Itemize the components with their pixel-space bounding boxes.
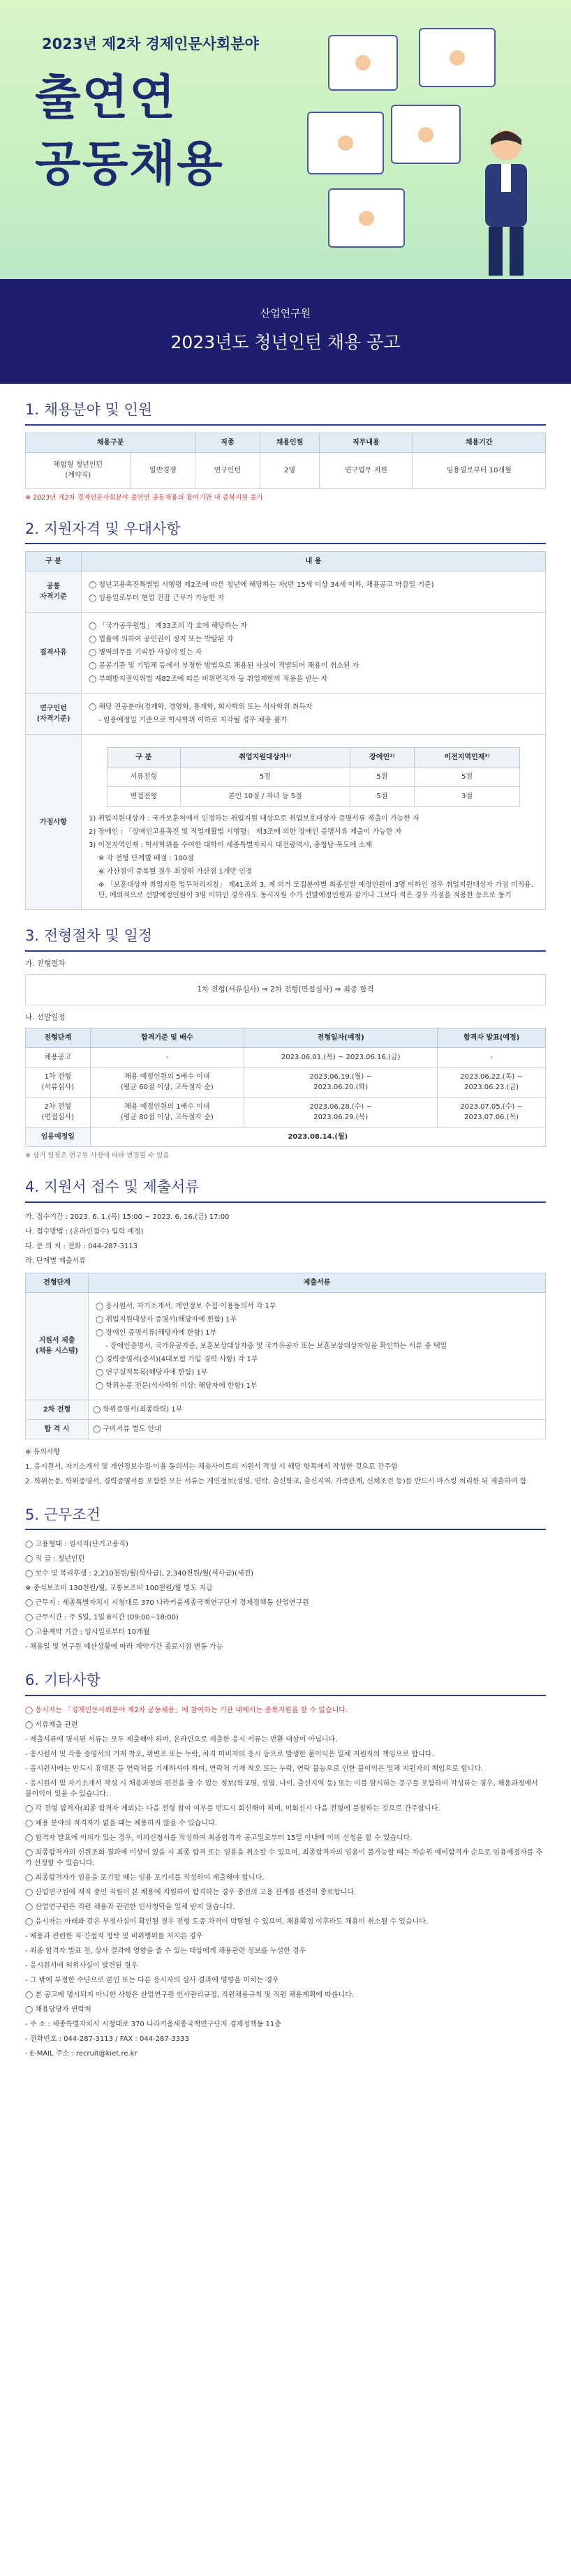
list-item: ◯ 임용일로부터 현업 진잡 근무가 가능한 자 xyxy=(89,594,225,603)
table-cell: 5점 xyxy=(414,767,519,787)
list-item: - 제출서류에 명시된 서류는 모두 제출해야 하며, 온라인으로 제출한 응시 서류는 반환 대상이 아닙니다. xyxy=(25,1735,338,1744)
subsection-title: 나. 선발일정 xyxy=(25,1013,66,1022)
list-item: - 채용과 관련한 직·간접적 청탁 및 비위행위를 저지른 경우 xyxy=(25,1932,203,1940)
table-cell: 채용 예정인원의 1배수 이내 (평균 80점 이상, 고득점자 순) xyxy=(90,1098,244,1128)
list-item: ◯ 근무시간 : 주 5일, 1일 8시간 (09:00~18:00) xyxy=(25,1614,179,1622)
row-label: 지원서 제출 (채용 시스템) xyxy=(26,1292,89,1400)
table-cell: 5점 xyxy=(350,787,414,807)
video-tile-illustration xyxy=(391,105,461,164)
table-cell: 채용공고 xyxy=(26,1048,91,1068)
list-item: ◯ 「국가공무원법」 제33조의 각 호에 해당하는 자 xyxy=(89,622,248,631)
list-item: - 응시원서에는 반드시 휴대폰 등 연락처를 기재하셔야 하며, 연락처 기재 착오 또는 누락, 연락 불능으로 인한 불이익은 일체 지원자의 책임으로 합니다. xyxy=(25,1765,484,1773)
list-item: ◯ 법률에 의하여 공민권이 정지 또는 박탈된 자 xyxy=(89,636,234,644)
table-cell: 서류전형 xyxy=(107,767,180,787)
list-item: ◯ 보수 및 복리후생 : 2,210천원/월(학사급), 2,340천원/월(석사급)(세전) xyxy=(25,1570,254,1578)
organization-name: 산업연구원 xyxy=(260,307,311,320)
section-title: 1. 채용분야 및 인원 xyxy=(25,399,546,426)
list-item: ※ 중식보조비 130천원/월, 교통보조비 100천원/월 별도 지급 xyxy=(25,1585,213,1593)
table-cell: 3점 xyxy=(414,787,519,807)
table-header: 전형단계 xyxy=(26,1273,89,1292)
title-banner xyxy=(0,279,571,384)
list-item: ◯ 병역의무를 기피한 사실이 있는 자 xyxy=(89,649,202,657)
section-procedure xyxy=(0,925,571,1161)
table-header: 직종 xyxy=(195,433,260,452)
list-item: ◯ 고용형태 : 임시직(단기고용직) xyxy=(25,1541,128,1549)
list-item: ◯ 부패방지권익위법 제82조에 따른 비위면직자 등 취업제한의 적용을 받는 자 xyxy=(89,675,328,684)
list-item: ◯ 청년고용촉진특별법 시행령 제2조에 따른 청년에 해당하는 자(만 15세 이상 34세 이하, 채용공고 마감일 기준) xyxy=(89,581,434,590)
section-qualification xyxy=(0,518,571,911)
table-header: 장애인²⁾ xyxy=(350,748,414,767)
list-item: ◯ 채용 분야의 적격자가 없을 때는 채용하지 않을 수 있습니다. xyxy=(25,1819,217,1827)
list-item: - 응시원서 및 각종 증명서의 기재 착오, 위변조 또는 누락, 차격 미비자의 응시 등으로 발생한 불이익은 일체 지원자의 책임으로 합니다. xyxy=(25,1750,434,1758)
list-item: ◯ 최종합격자의 신원조회 결과에 이상이 있을 시 최종 합격 또는 임용을 취소할 수 있으며, 최종합격자의 임용이 불가능할 때는 차순위 예비합격자 순으로 임용예정자를 추가 선정할 수 있습니다. xyxy=(25,1848,543,1867)
table-cell: 연구업무 지원 xyxy=(320,452,413,488)
table-cell: 2023.06.28.(수) ~ 2023.06.29.(목) xyxy=(244,1098,438,1128)
table-header: 합격자 발표(예정) xyxy=(438,1028,546,1048)
list-item: - 임용예정일 기준으로 학사학위 이하로 지각될 경우 채용 불가 xyxy=(98,717,288,725)
table-cell: 5점 xyxy=(350,767,414,787)
table-cell: 2023.07.05.(수) ~ 2023.07.06.(목) xyxy=(438,1098,546,1128)
section-title: 3. 전형절차 및 일정 xyxy=(25,925,546,952)
video-tile-illustration xyxy=(419,28,496,87)
video-tile-illustration xyxy=(307,112,384,174)
table-cell: - xyxy=(90,1048,244,1068)
list-item: 라. 단계별 제출서류 xyxy=(25,1257,86,1265)
table-cell: 1차 전형 (서류심사) xyxy=(26,1068,91,1098)
table-cell: 임용일로부터 10개월 xyxy=(413,452,546,488)
table-header: 직무내용 xyxy=(320,433,413,452)
hero-title-line2: 공동채용 xyxy=(35,137,224,192)
list-item: ◯ 산업연구원은 직원 채용과 관련한 인사청탁을 일체 받지 않습니다. xyxy=(25,1903,235,1911)
table-cell: ◯ 구비서류 별도 안내 xyxy=(89,1419,546,1439)
note-text: 2. 학위논문, 학위증명서, 경력증명서를 포함한 모든 서류는 개인정보(성명, 연락, 출신학교, 출신지역, 가족관계, 신체조건 등)를 반드시 마스킹 처리한 뒤 제출하여 함 xyxy=(25,1477,527,1485)
list-item: - 그 밖에 부정한 수단으로 본인 또는 다른 응시자의 심사 결과에 영향을 미치는 경우 xyxy=(25,1976,279,1984)
list-item: ◯ 고용계약 기간 : 임시일로부터 10개월 xyxy=(25,1628,150,1637)
table-header: 전형일자(예정) xyxy=(244,1028,438,1048)
schedule-table xyxy=(25,1028,546,1147)
hero-title-line1: 출연연 xyxy=(35,70,177,126)
table-header: 제출서류 xyxy=(89,1273,546,1292)
table-cell: 채용 예정인원의 5배수 이내 (평균 60점 이상, 고득점자 순) xyxy=(90,1068,244,1098)
list-item: ◯ 해당 전공분야(경제학, 경영학, 통계학, 회사학위 또는 석사학위 취득자 xyxy=(89,703,313,712)
table-cell: 2명 xyxy=(260,452,320,488)
qualification-table xyxy=(25,551,546,910)
section-application xyxy=(0,1176,571,1489)
row-label: 가점사항 xyxy=(26,735,82,910)
table-cell: 2023.06.19.(월) ~ 2023.06.20.(화) xyxy=(244,1068,438,1098)
note-text: ※ 유의사항 xyxy=(25,1448,61,1456)
procedure-flow: 1차 전형(서류심사) ⇒ 2차 전형(면접심사) ⇒ 최종 합격 xyxy=(25,974,546,1006)
table-header: 구 분 xyxy=(107,748,180,767)
list-item: ◯ 경력증명서(증서)(4대보험 가입 경력 사항) 각 1부 xyxy=(96,1355,258,1363)
table-header: 취업지원대상자¹⁾ xyxy=(181,748,350,767)
row-label: 합 격 시 xyxy=(26,1419,89,1439)
table-cell: 2023.08.14.(월) xyxy=(90,1128,545,1147)
table-header: 채용구분 xyxy=(26,433,195,452)
list-item: - 채용일 및 연구원 예산상황에 따라 계약기간 종료시점 변동 가능 xyxy=(25,1643,223,1652)
section-other-matters xyxy=(0,1670,571,2089)
subsection-title: 가. 전형절차 xyxy=(25,959,66,968)
list-item: ◯ 장애인 증명서류(해당자에 한함) 1부 xyxy=(96,1328,217,1337)
list-item: ◯ 직 급 : 청년인턴 xyxy=(25,1555,85,1564)
list-item: 다. 문 의 처 : 전화 : 044-287-3113 xyxy=(25,1242,138,1250)
note-text: ※ 2023년 제2차 경제인문사회분야 출연연 공동채용의 참여기관 내 중복지원 불가 xyxy=(25,493,263,502)
section-title: 5. 근무조건 xyxy=(25,1504,546,1531)
video-tile-illustration xyxy=(328,35,398,91)
table-header: 채용인원 xyxy=(260,433,320,452)
note-text: 1. 응시원서, 자기소개서 및 개인정보수집·이용 동의서는 채용사이트의 지원서 작성 시 해당 항목에서 작성한 것으로 간주함 xyxy=(25,1462,398,1471)
list-item: ◯ 응시원서, 자기소개서, 개인정보 수집·이용동의서 각 1부 xyxy=(96,1302,276,1310)
table-cell: 2023.06.01.(목) ~ 2023.06.16.(금) xyxy=(244,1048,438,1068)
section-work-conditions xyxy=(0,1504,571,1655)
table-cell: - xyxy=(438,1048,546,1068)
table-cell: 2차 전형 (면접심사) xyxy=(26,1098,91,1128)
list-item: - 장애인증명서, 국가유공자증, 보훈보상대상자증 및 국가유공자 또는 보훈보상대상자임을 확인하는 서류 중 택일 xyxy=(105,1342,447,1350)
list-item: - 전화번호 : 044-287-3113 / FAX : 044-287-3333 xyxy=(25,2035,189,2043)
row-label: 결격사유 xyxy=(26,613,82,694)
list-item: ◯ 학위논문 전문(석사학위 이상: 해당자에 한함) 1부 xyxy=(96,1381,258,1390)
list-item: ◯ 산업연구원에 재직 중인 직원이 본 채용에 지원하여 합격하는 경우 종전의 고용 관계를 완전히 종료합니다. xyxy=(25,1888,357,1896)
note-text: ※ 상기 일정은 연구원 사정에 따라 변경될 수 있음 xyxy=(25,1152,170,1160)
list-item: - 응시원서 및 자기소개서 작성 시 채용과정의 편견을 줄 수 있는 정보(학교명, 성별, 나이, 출신지역 등) 또는 이를 암시하는 문구를 포함하여 작성하는 경우, 채용과정에서 불이익이 있을 수 있습니다. xyxy=(25,1779,538,1798)
table-header: 내 용 xyxy=(82,552,546,571)
list-item: ◯ 공공기관 및 기업체 등에서 부정한 방법으로 채용된 사실이 적발되어 채용이 취소된 자 xyxy=(89,662,359,671)
list-item: ◯ 취업지원대상자 증명서(해당자에 한함) 1부 xyxy=(96,1315,237,1324)
list-item: ◯ 채용담당자 연락처 xyxy=(25,2005,91,2014)
list-item: ◯ 서류제출 관련 xyxy=(25,1721,78,1729)
list-item: ◯ 응시자는 「경제인문사회분야 제2차 공동채용」에 참여하는 기관 내에서는 중복지원을 할 수 없습니다. xyxy=(25,1706,348,1714)
list-item: 나. 접수방법 : (온라인접수) 입력 예정) xyxy=(25,1227,144,1236)
table-header: 이전지역인재³⁾ xyxy=(414,748,519,767)
footnote: ※ 각 전형 단계별 배점 : 100점 xyxy=(98,855,194,863)
list-item: ◯ 연구실적목록(해당자에 한함) 1부 xyxy=(96,1368,208,1377)
documents-table xyxy=(25,1273,546,1439)
section-recruit-field xyxy=(0,399,571,503)
list-item: 가. 접수기간 : 2023. 6. 1.(목) 15:00 ~ 2023. 6. 16.(금) 17:00 xyxy=(25,1213,230,1221)
list-item: - 주 소 : 세종특별자치시 시청대로 370 나라키움세종국책연구단지 경제정책동 11층 xyxy=(25,2020,281,2028)
footnote: ※ 「보훈대상자 취업지원 업무처리지침」 제41조의 3, 제 의거 모집분야별 최종선발 예정인원이 3명 이하인 경우 취업지원대상자 가점 미적용. 단, 예외적으로 선발예정인원이 3명 이하인 경우라도 동시지원 수가 선발예정인원과 같거나 그보다 적은 경우 가점을 적용한 등으로 동기 xyxy=(98,881,534,900)
section-title: 2. 지원자격 및 우대사항 xyxy=(25,518,546,545)
list-item: ◯ 근무지 : 세종특별자치시 시청대로 370 나라키움세종국책연구단지 경제정책동 산업연구원 xyxy=(25,1599,309,1608)
table-cell: 면접전형 xyxy=(107,787,180,807)
preference-points-table xyxy=(107,747,520,807)
hero-year-line: 2023년 제2차 경제인문사회분야 xyxy=(42,36,259,52)
person-illustration xyxy=(475,126,537,279)
row-label: 2차 전형 xyxy=(26,1400,89,1419)
footnote: 3) 이전지역인재 : 학사학위를 수여한 대학이 세종특별자치시 대전광역시, 충청남·북도에 소재 xyxy=(89,841,373,850)
list-item: - 최종 합격자 발표 전, 상사 결과에 영향을 줄 수 있는 대상에게 채용관련 정보를 누설한 경우 xyxy=(25,1947,306,1955)
recruit-field-table xyxy=(25,433,546,489)
table-cell: 2023.06.22.(목) ~ 2023.06.23.(금) xyxy=(438,1068,546,1098)
row-label: 연구인턴 (자격기준) xyxy=(26,694,82,735)
table-cell: 연구인턴 xyxy=(195,452,260,488)
table-header: 구 분 xyxy=(26,552,82,571)
section-title: 4. 지원서 접수 및 제출서류 xyxy=(25,1176,546,1203)
table-cell: 본인 10점 / 자녀 등 5점 xyxy=(181,787,350,807)
list-item: - 응시원서에 허위사실이 발견된 경우 xyxy=(25,1961,138,1970)
list-item: ◯ 합격자 발표에 이의가 있는 경우, 이의신청서를 작성하여 최종합격자 공고일로부터 15일 이내에 이의 신청을 할 수 있습니다. xyxy=(25,1834,413,1842)
table-header: 채용기간 xyxy=(413,433,546,452)
table-header: 전형단계 xyxy=(26,1028,91,1048)
list-item: ◯ 응시자는 아래와 같은 부정사실이 확인될 경우 전형 도중 차격이 박탈될 수 있으며, 채용확정 이후라도 채용이 취소될 수 있습니다. xyxy=(25,1917,429,1926)
row-label: 공통 자격기준 xyxy=(26,571,82,613)
table-cell: ◯ 학위증명서(최종학력) 1부 xyxy=(89,1400,546,1419)
video-tile-illustration xyxy=(328,188,405,248)
table-cell: 5점 xyxy=(181,767,350,787)
hero-banner xyxy=(0,0,571,279)
list-item: ◯ 각 전형 합격자(최종 합격자 제외)는 다음 전형 참여 여부를 반드시 회신해야 하며, 미회신시 다음 전형에 불참하는 것으로 간주합니다. xyxy=(25,1804,440,1813)
footnote: ※ 가산점이 중복될 경우 최상위 가산점 1개만 인정 xyxy=(98,868,253,876)
footnote: 1) 취업지원대상자 : 국가보훈처에서 인정하는 취업지원 대상으로 취업보호대상자 증명서류 제출이 가능한 자 xyxy=(89,815,420,823)
table-cell: 일반경쟁 xyxy=(131,452,195,488)
table-cell: 임용예정일 xyxy=(26,1128,91,1147)
contact-email[interactable]: - E-MAIL 주소 : recruit@kiet.re.kr xyxy=(25,2049,138,2058)
table-cell: 체험형 청년인턴 (계약직) xyxy=(26,452,131,488)
announcement-title: 2023년도 청년인턴 채용 공고 xyxy=(170,332,401,352)
list-item: ◯ 본 공고에 명시되지 아니한 사항은 산업연구원 인사관리규정, 직원채용규칙 및 직원 채용계획에 따릅니다. xyxy=(25,1991,355,1999)
table-header: 합격기준 및 배수 xyxy=(90,1028,244,1048)
footnote: 2) 장애인 : 「장애인고용촉진 및 직업재활법 시행령」 제3조에 의한 장애인 증명서류 제출이 가능한 자 xyxy=(89,828,402,837)
section-title: 6. 기타사항 xyxy=(25,1670,546,1696)
list-item: ◯ 최종합격자가 임용을 포기할 때는 임용 포기서를 작성하여 제출해야 합니다. xyxy=(25,1873,265,1882)
